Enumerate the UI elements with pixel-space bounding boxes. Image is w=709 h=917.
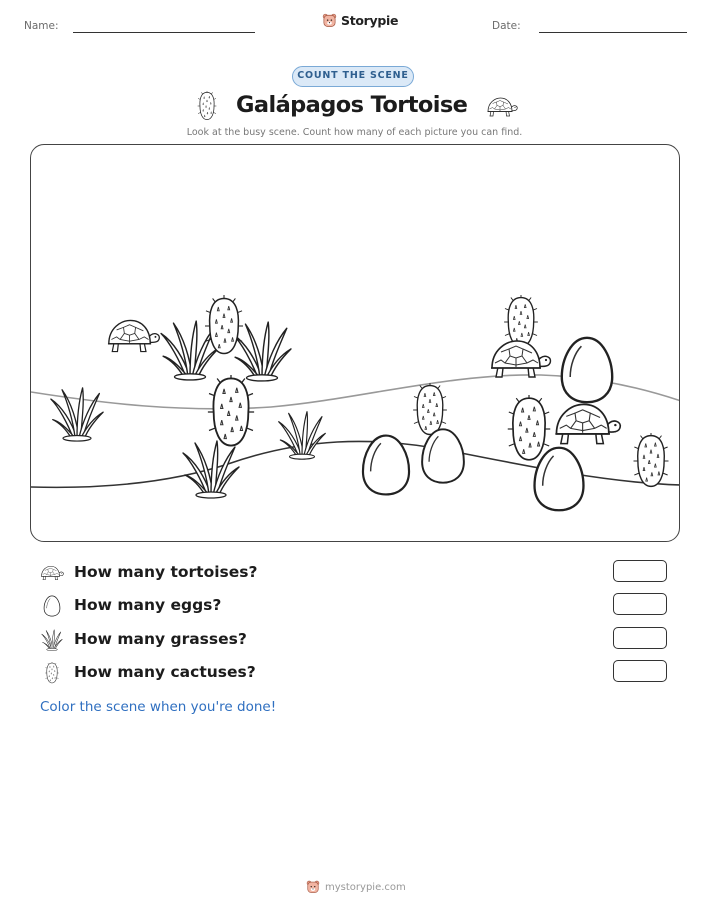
egg-icon [535, 448, 584, 511]
tortoise-icon [555, 404, 620, 443]
question-text: How many eggs? [74, 596, 222, 614]
coloring-note: Color the scene when you're done! [40, 699, 277, 715]
cactus-icon [508, 393, 551, 460]
answer-box-eggs[interactable] [613, 593, 667, 615]
egg-icon [42, 595, 62, 617]
brand-name: Storypie [341, 13, 399, 28]
answer-box-cactuses[interactable] [613, 660, 667, 682]
footer [306, 880, 406, 894]
cactus-icon [634, 431, 669, 486]
egg-icon [422, 429, 464, 482]
tortoise-icon [40, 562, 64, 584]
tortoise-icon [486, 96, 518, 118]
question-row-cactuses [40, 660, 670, 686]
page-title: Galápagos Tortoise [236, 92, 468, 118]
date-line[interactable] [539, 32, 687, 33]
answer-box-tortoises[interactable] [613, 560, 667, 582]
name-line[interactable] [73, 32, 255, 33]
question-row-tortoises [40, 560, 670, 586]
question-text: How many cactuses? [74, 663, 256, 681]
cactus-icon [196, 91, 218, 121]
grass-icon [40, 629, 64, 651]
cactus-icon [504, 293, 538, 346]
bear-logo-icon [306, 880, 320, 894]
grass-icon [233, 322, 291, 381]
grass-group [51, 321, 325, 498]
egg-icon [562, 338, 612, 402]
activity-badge: COUNT THE SCENE [292, 66, 414, 87]
page-subtitle: Look at the busy scene. Count how many of each picture you can find. [186, 127, 523, 138]
cactus-icon [208, 373, 254, 446]
question-text: How many grasses? [74, 630, 247, 648]
question-row-eggs [40, 593, 670, 619]
cactus-icon [40, 662, 64, 684]
scene-illustration [31, 145, 680, 542]
tortoise-icon [491, 341, 550, 377]
brand [322, 13, 398, 28]
answer-box-grasses[interactable] [613, 627, 667, 649]
bear-logo-icon [322, 13, 337, 28]
footer-url: mystorypie.com [325, 881, 406, 893]
cactus-icon [205, 294, 243, 354]
question-text: How many tortoises? [74, 563, 258, 581]
date-label: Date: [492, 20, 521, 32]
counting-scene [30, 144, 680, 542]
question-row-grasses [40, 627, 670, 653]
tortoise-icon [108, 320, 159, 351]
cactus-icon [413, 381, 447, 434]
egg-icon [363, 436, 409, 495]
name-label: Name: [24, 20, 59, 32]
grass-icon [279, 412, 326, 460]
